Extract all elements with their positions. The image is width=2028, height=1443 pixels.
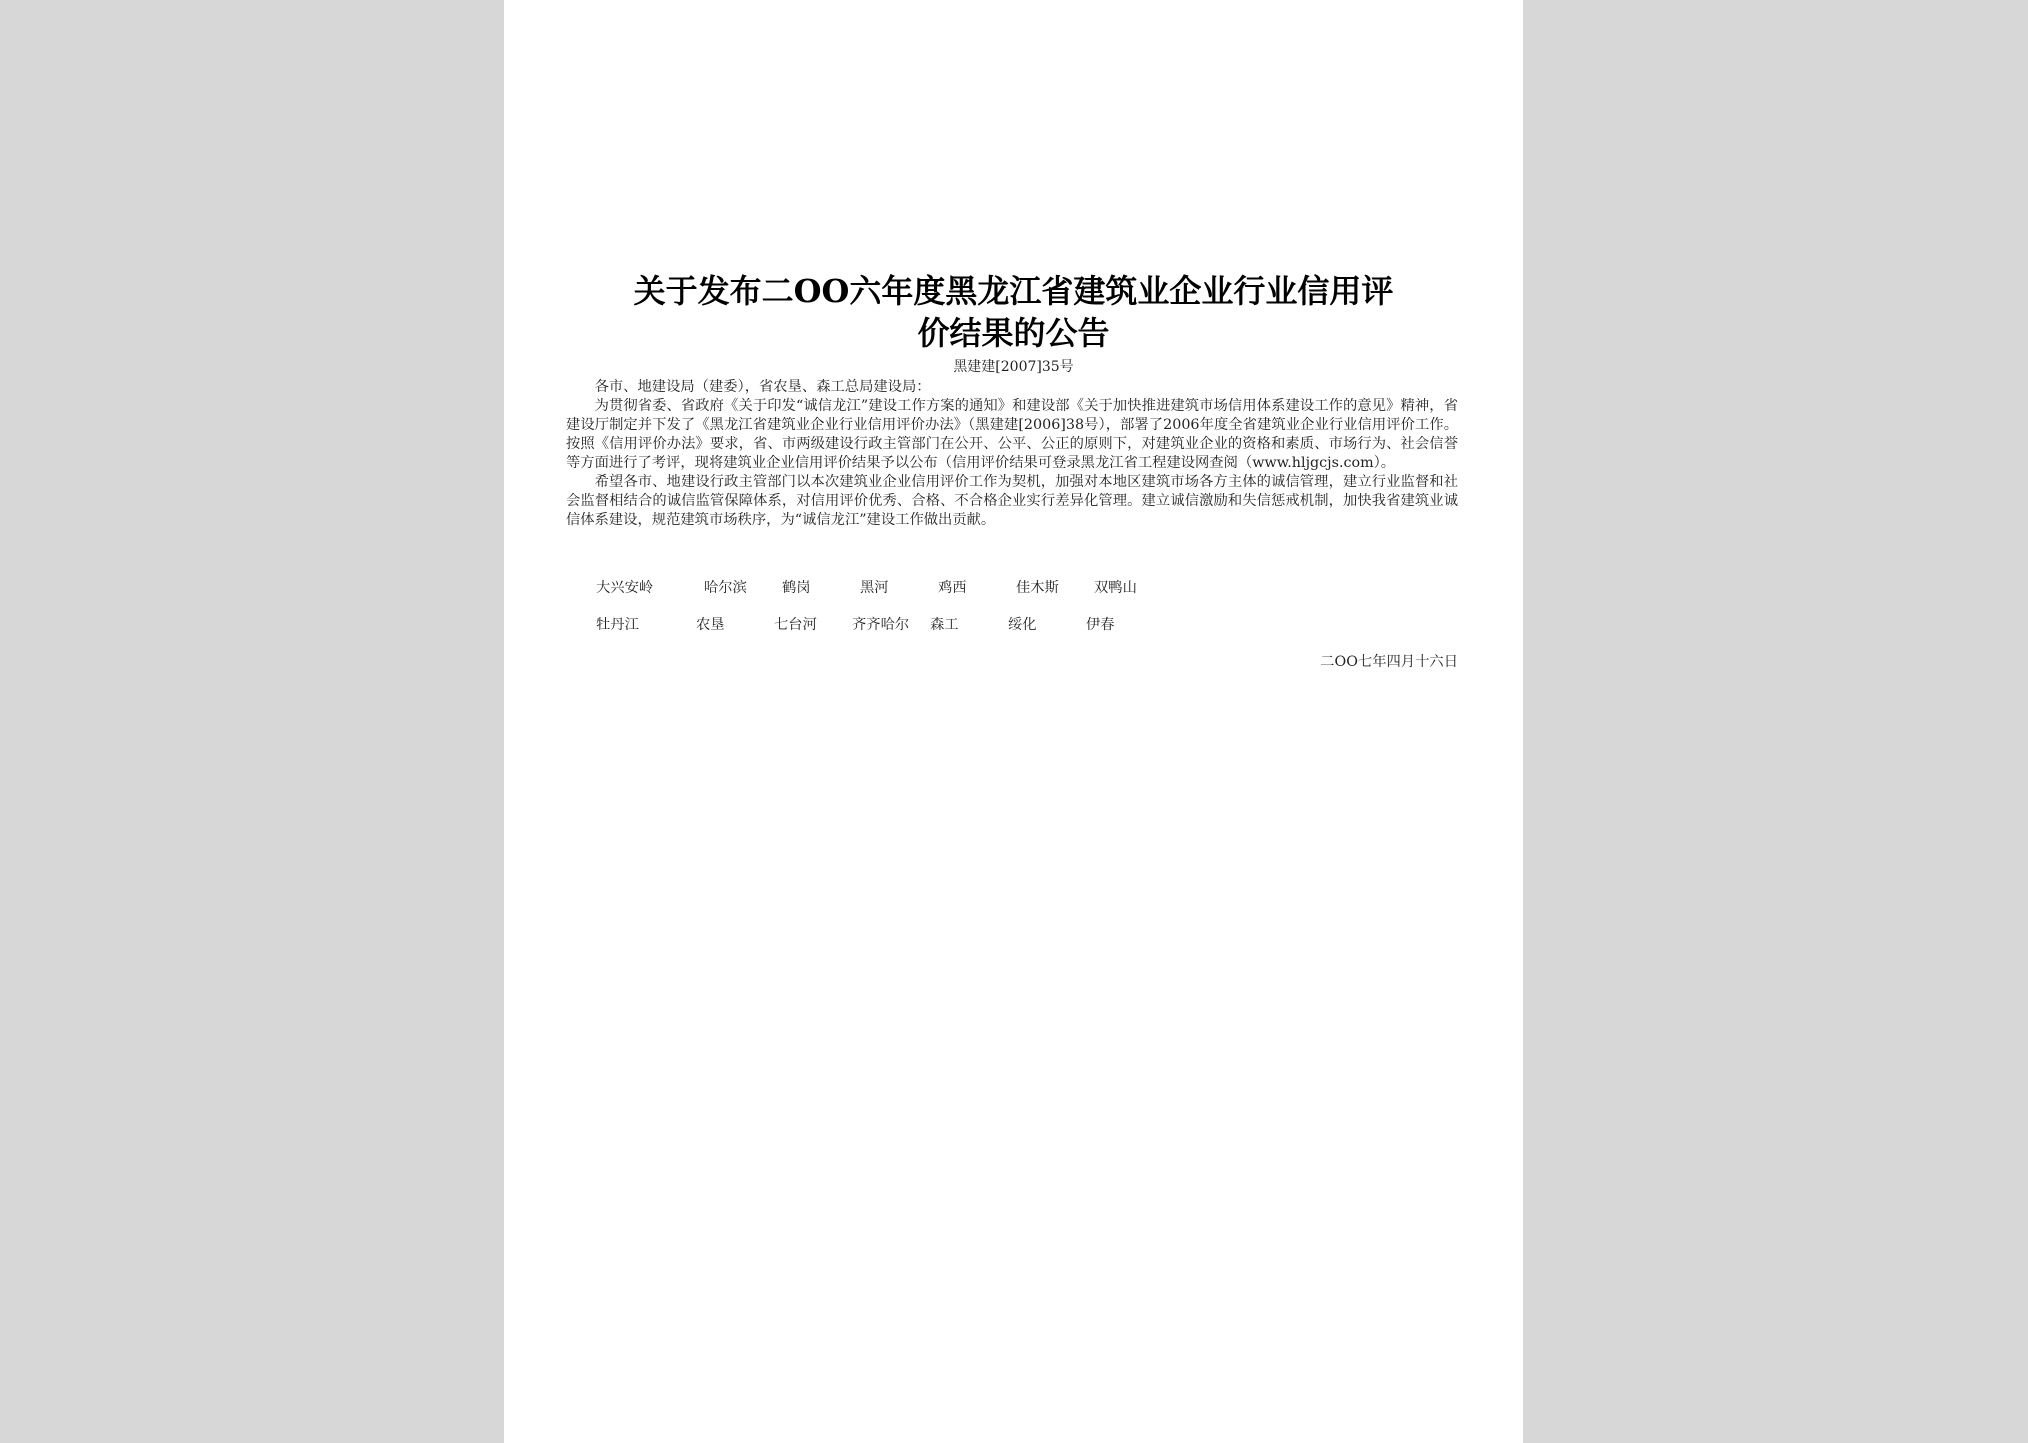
paragraph-1: 为贯彻省委、省政府《关于印发“诚信龙江”建设工作方案的通知》和建设部《关于加快推进建筑市场信用体系建设工作的意见》精神，省建设厅制定并下发了《黑龙江省建筑业企业行业信用评价办法》（黑建建[2006]38号），部署了2006年度全省建筑业企业行业信用评价工作。按照《信用评价办法》要求，省、市两级建设行政主管部门在公开、公平、公正的原则下，对建筑业企业的资格和素质、市场行为、社会信誉等方面进行了考评，现将建筑业企业信用评价结果予以公布（信用评价结果可登录黑龙江省工程建设网查阅（www.hljgcjs.com）。 <box>566 398 1458 471</box>
recipient-city: 鹤岗 <box>782 580 811 596</box>
recipient-city: 双鸭山 <box>1094 580 1137 596</box>
document-title <box>554 270 1473 354</box>
document-number: 黑建建[2007]35号 <box>953 359 1074 375</box>
recipient-city: 鸡西 <box>938 580 967 596</box>
recipient-city: 伊春 <box>1086 617 1115 633</box>
recipient-city: 农垦 <box>696 617 725 633</box>
recipient-city: 绥化 <box>1008 617 1037 633</box>
recipient-list-row-1 <box>596 579 1172 597</box>
salutation: 各市、地建设局（建委），省农垦、森工总局建设局： <box>594 379 931 395</box>
recipient-city: 哈尔滨 <box>704 580 747 596</box>
recipient-city: 牡丹江 <box>596 617 639 633</box>
paragraph-2: 希望各市、地建设行政主管部门以本次建筑业企业信用评价工作为契机，加强对本地区建筑市场各方主体的诚信管理，建立行业监督和社会监督相结合的诚信监管保障体系，对信用评价优秀、合格、不合格企业实行差异化管理。建立诚信激励和失信惩戒机制，加快我省建筑业诚信体系建设，规范建筑市场秩序，为“诚信龙江”建设工作做出贡献。 <box>566 474 1458 528</box>
recipient-city: 大兴安岭 <box>596 580 654 596</box>
title-line-2: 价结果的公告 <box>917 314 1110 352</box>
recipient-city: 齐齐哈尔 <box>852 617 910 633</box>
title-line-1: 关于发布二OO六年度黑龙江省建筑业企业行业信用评 <box>633 272 1394 310</box>
document-body <box>566 378 1458 530</box>
issue-date: 二OO七年四月十六日 <box>1320 654 1458 670</box>
recipient-city: 黑河 <box>860 580 889 596</box>
recipient-city: 七台河 <box>774 617 817 633</box>
recipient-city: 佳木斯 <box>1016 580 1059 596</box>
document-page <box>504 0 1523 1443</box>
recipient-city: 森工 <box>930 617 959 633</box>
recipient-list-row-2 <box>596 616 1164 634</box>
